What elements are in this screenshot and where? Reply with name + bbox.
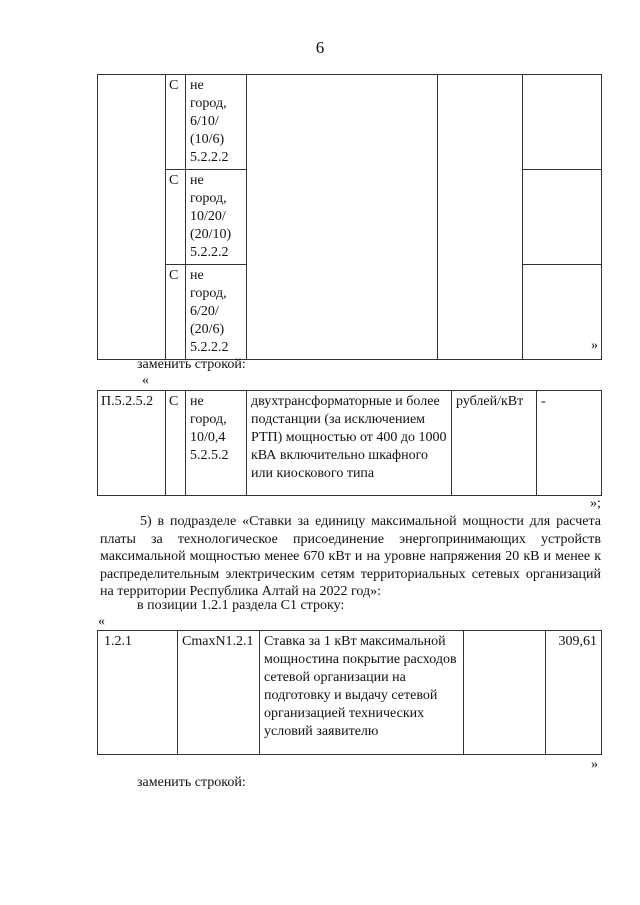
replace-line: заменить строкой:	[137, 357, 246, 372]
closing-quote: »	[591, 338, 598, 353]
table-cell-letter: С	[166, 391, 186, 496]
table-row	[98, 75, 602, 170]
table-cell-code: CmaxN1.2.1	[178, 631, 260, 755]
rate-table	[97, 630, 602, 755]
table-cell-letter: С	[166, 75, 186, 170]
table-cell-value	[523, 75, 602, 170]
table-cell-description: Ставка за 1 кВт максимальной мощностина покрытие расходов сетевой организации на подготовку и выдачу сетевой организацией технических условий заявителю	[260, 631, 464, 755]
replace-line: заменить строкой:	[137, 775, 246, 790]
table-cell-unit	[438, 75, 523, 360]
table-cell-type: не город, 10/0,4 5.2.5.2	[186, 391, 247, 496]
tariff-table-old	[97, 74, 602, 360]
opening-quote: «	[98, 614, 105, 629]
position-line: в позиции 1.2.1 раздела С1 строку:	[137, 598, 345, 613]
table-cell-unit: рублей/кВт	[452, 391, 537, 496]
table-cell-value: -	[537, 391, 602, 496]
page-number: 6	[315, 38, 325, 57]
table-cell-type: не город, 6/20/ (20/6) 5.2.2.2	[186, 265, 247, 360]
table-cell-type: не город, 10/20/ (20/10) 5.2.2.2	[186, 170, 247, 265]
table-cell-description	[247, 75, 438, 360]
table-cell-code	[98, 75, 166, 360]
table-cell-letter: С	[166, 170, 186, 265]
opening-quote: «	[142, 373, 149, 388]
paragraph-5: 5) в подразделе «Ставки за единицу максимальной мощности для расчета платы за технологическое присоединение энергопринимающих устройств максимальной мощностью менее 670 кВт и на уровне напряжения 20 кВ и менее к распределительным электрическим сетям территориальных сетевых организаций на территории Республика Алтай на 2022 год»:	[100, 514, 601, 599]
table-cell-value	[523, 265, 602, 360]
table-row	[98, 631, 602, 755]
table-cell-code: П.5.2.5.2	[98, 391, 166, 496]
table-cell-value: 309,61	[546, 631, 602, 755]
table-cell-type: не город, 6/10/ (10/6) 5.2.2.2	[186, 75, 247, 170]
table-cell-number: 1.2.1	[98, 631, 178, 755]
table-cell-description: двухтрансформаторные и более подстанции (за исключением РТП) мощностью от 400 до 1000 кВА включительно шкафного или киоскового типа	[247, 391, 452, 496]
table-row	[98, 391, 602, 496]
table-cell-value	[523, 170, 602, 265]
closing-quote: »	[591, 757, 598, 772]
closing-quote: »;	[590, 496, 601, 511]
tariff-table-new	[97, 390, 602, 496]
table-cell-letter: С	[166, 265, 186, 360]
table-cell-unit	[464, 631, 546, 755]
